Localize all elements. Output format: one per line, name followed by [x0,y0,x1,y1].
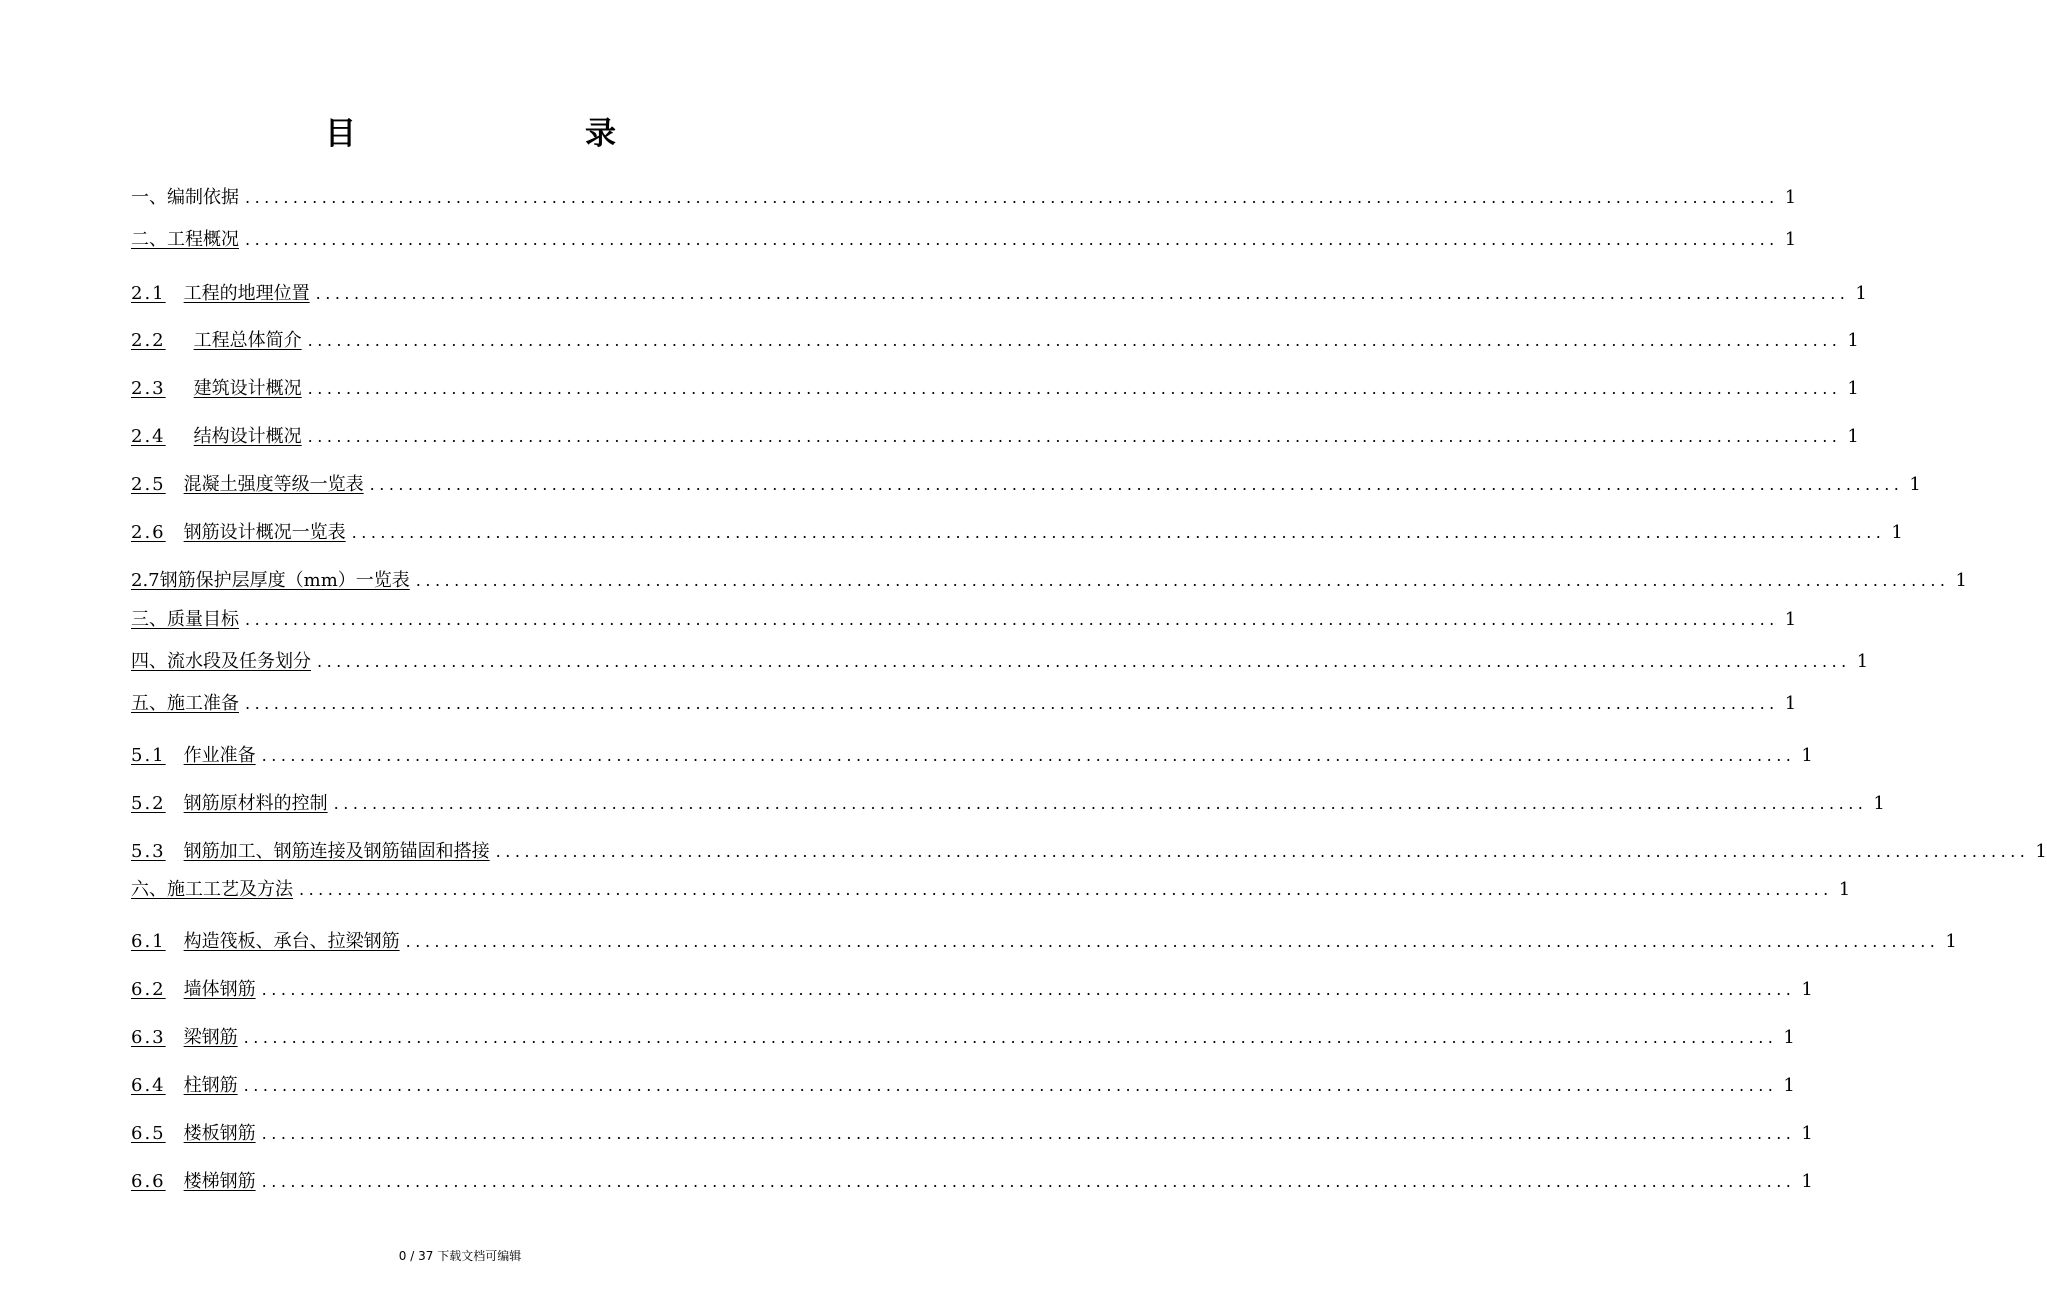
toc-entry-label: 构造筏板、承台、拉梁钢筋 [183,931,400,952]
toc-entry-number: 5.1 [131,745,166,766]
toc-entry-number: 2.3 [131,378,166,399]
toc-entry-label: 楼板钢筋 [183,1123,256,1144]
toc-entry-label: 2.7钢筋保护层厚度（mm）一览表 [131,570,410,591]
toc-entry-label: 钢筋原材料的控制 [183,793,328,814]
toc-entry-label: 结构设计概况 [193,426,302,447]
toc-entry[interactable] [131,1166,1813,1194]
toc-entry[interactable] [131,1070,1795,1098]
toc-entry[interactable] [131,182,1797,210]
toc-entry-number: 6.5 [131,1123,166,1144]
toc-title [0,108,920,158]
toc-entry-label: 建筑设计概况 [193,378,302,399]
toc-entry-label: 一、编制依据 [131,187,239,208]
toc-entry-number: 2.1 [131,283,166,304]
toc-entry-page-number: 1 [1784,609,1797,630]
toc-entry-page-number: 1 [1801,1171,1813,1192]
toc-entry[interactable] [131,278,1867,306]
toc-entry-number: 2.4 [131,426,166,447]
dot-leader: ................................................................................................................................................................ [245,188,1779,207]
toc-entry-number: 2.2 [131,330,166,351]
toc-entry[interactable] [131,740,1813,768]
dot-leader: ................................................................................................................................................................ [495,842,2030,861]
dot-leader: ................................................................................................................................................................ [261,980,1796,999]
dot-leader: ................................................................................................................................................................ [307,331,1842,350]
toc-entry[interactable] [131,565,1967,593]
toc-entry[interactable] [131,926,1957,954]
toc-entry-label: 混凝土强度等级一览表 [183,474,364,495]
toc-entry[interactable] [131,421,1859,449]
dot-leader: ................................................................................................................................................................ [261,1124,1796,1143]
toc-entry-label: 梁钢筋 [183,1027,238,1048]
dot-leader: ................................................................................................................................................................ [351,523,1886,542]
toc-entry-page-number: 1 [1838,879,1851,900]
toc-entry-label: 五、施工准备 [131,693,239,714]
toc-entry[interactable] [131,1118,1813,1146]
toc-entry-label: 钢筋设计概况一览表 [183,522,346,543]
toc-entry-page-number: 1 [1801,979,1813,1000]
dot-leader: ................................................................................................................................................................ [415,571,1950,590]
toc-entry-page-number: 1 [1847,330,1859,351]
dot-leader: ................................................................................................................................................................ [299,880,1833,899]
toc-entry-label: 钢筋加工、钢筋连接及钢筋锚固和搭接 [183,841,490,862]
toc-entry-page-number: 1 [1856,651,1869,672]
dot-leader: ................................................................................................................................................................ [369,475,1904,494]
toc-entry-page-number: 1 [1873,793,1885,814]
toc-entry-number: 6.4 [131,1075,166,1096]
toc-entry-label: 六、施工工艺及方法 [131,879,293,900]
dot-leader: ................................................................................................................................................................ [317,652,1851,671]
toc-entry[interactable] [131,469,1921,497]
toc-entry-label: 四、流水段及任务划分 [131,651,311,672]
toc-entry-page-number: 1 [1801,1123,1813,1144]
dot-leader: ................................................................................................................................................................ [261,746,1796,765]
dot-leader: ................................................................................................................................................................ [333,794,1868,813]
toc-title-char-1: 目 [325,116,356,152]
toc-entry-page-number: 1 [1955,570,1967,591]
toc-entry-label: 墙体钢筋 [183,979,256,1000]
toc-entry-label: 楼梯钢筋 [183,1171,256,1192]
toc-entry[interactable] [131,1022,1795,1050]
toc-entry-page-number: 1 [1783,1075,1795,1096]
dot-leader: ................................................................................................................................................................ [245,694,1779,713]
toc-entry-number: 6.3 [131,1027,166,1048]
toc-entry-page-number: 1 [1801,745,1813,766]
toc-entry-page-number: 1 [1784,693,1797,714]
toc-entry-number: 5.2 [131,793,166,814]
dot-leader: ................................................................................................................................................................ [307,379,1842,398]
toc-entry-number: 6.2 [131,979,166,1000]
toc-entry-label: 柱钢筋 [183,1075,238,1096]
toc-entry-label: 二、工程概况 [131,229,239,250]
toc-entry-page-number: 1 [1847,378,1859,399]
dot-leader: ................................................................................................................................................................ [261,1172,1796,1191]
toc-entry-number: 2.5 [131,474,166,495]
toc-entry-page-number: 1 [1784,187,1797,208]
toc-entry-label: 三、质量目标 [131,609,239,630]
toc-entry-page-number: 1 [1855,283,1867,304]
toc-entry-page-number: 1 [1847,426,1859,447]
toc-entry-page-number: 1 [1945,931,1957,952]
toc-entry-page-number: 1 [1909,474,1921,495]
toc-entry-page-number: 1 [2035,841,2047,862]
toc-title-char-2: 录 [585,116,616,152]
toc-entry[interactable] [131,224,1797,252]
toc-entry[interactable] [131,517,1903,545]
dot-leader: ................................................................................................................................................................ [243,1076,1778,1095]
toc-entry-label: 作业准备 [183,745,256,766]
dot-leader: ................................................................................................................................................................ [245,610,1779,629]
page-footer: 0 / 37 下载文档可编辑 [398,1249,522,1263]
toc-entry-page-number: 1 [1891,522,1903,543]
toc-entry-number: 6.1 [131,931,166,952]
dot-leader: ................................................................................................................................................................ [245,230,1779,249]
toc-entry-label: 工程的地理位置 [183,283,310,304]
toc-entry-number: 2.6 [131,522,166,543]
dot-leader: ................................................................................................................................................................ [315,284,1850,303]
toc-entry[interactable] [131,836,2047,864]
toc-entry-number: 5.3 [131,841,166,862]
toc-entry-number: 6.6 [131,1171,166,1192]
dot-leader: ................................................................................................................................................................ [405,932,1940,951]
toc-entry-page-number: 1 [1783,1027,1795,1048]
toc-entry-label: 工程总体简介 [193,330,302,351]
dot-leader: ................................................................................................................................................................ [307,427,1842,446]
dot-leader: ................................................................................................................................................................ [243,1028,1778,1047]
toc-entry[interactable] [131,373,1859,401]
toc-entry[interactable] [131,688,1797,716]
toc-entry-page-number: 1 [1784,229,1797,250]
toc-entry[interactable] [131,604,1797,632]
toc-entry[interactable] [131,325,1859,353]
toc-entry[interactable] [131,874,1851,902]
toc-entry[interactable] [131,974,1813,1002]
toc-entry[interactable] [131,646,1869,674]
toc-entry[interactable] [131,788,1885,816]
